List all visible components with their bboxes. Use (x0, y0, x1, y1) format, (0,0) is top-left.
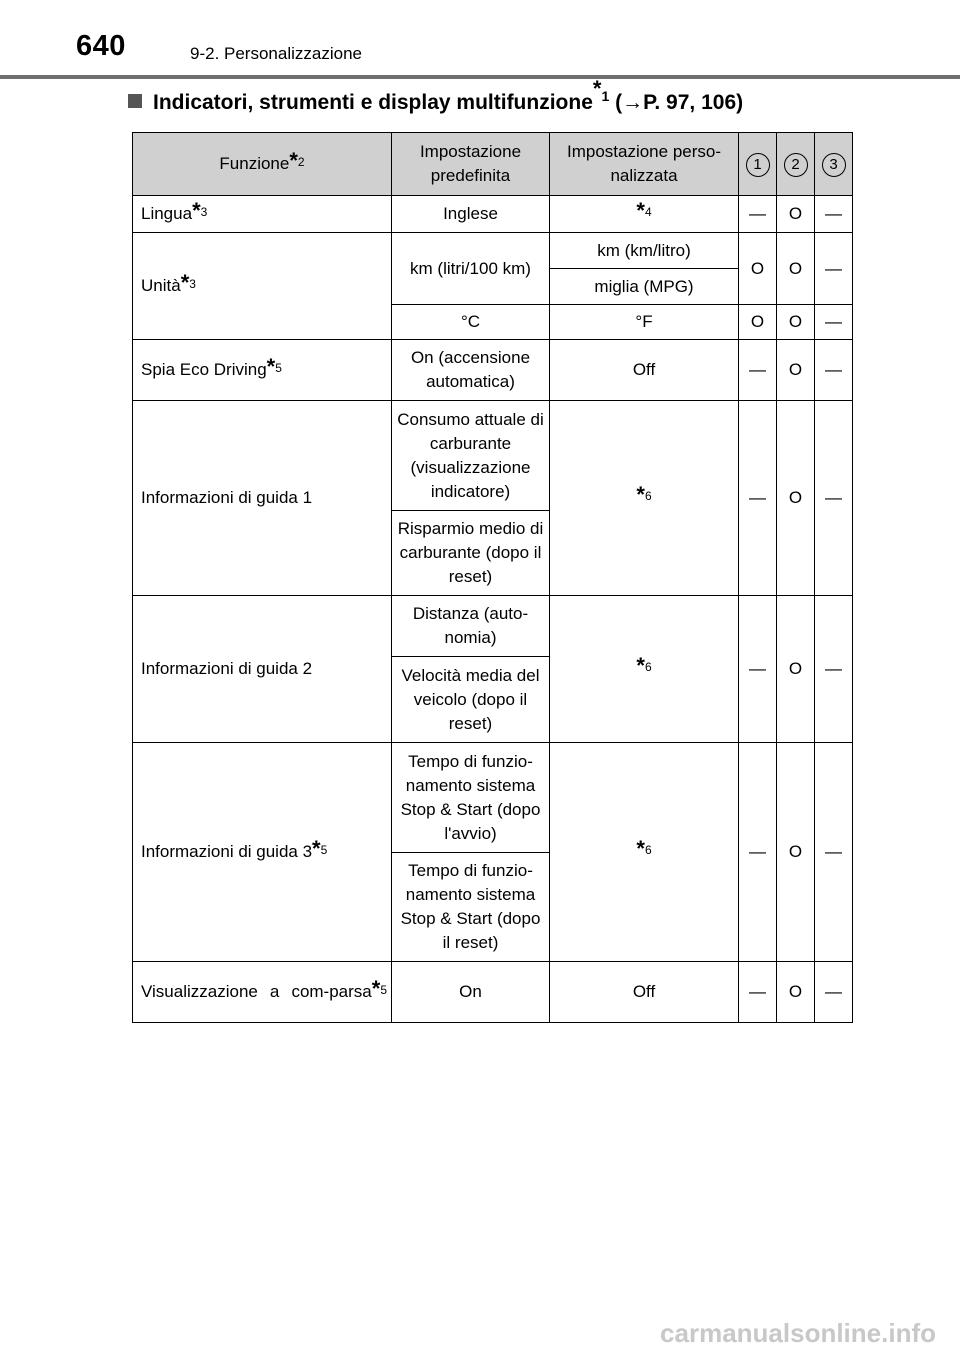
section-reference: (→P. 97, 106) (615, 91, 744, 114)
section-title-note: 1 (601, 88, 610, 104)
asterisk-icon: * (636, 482, 645, 507)
cell-function: Lingua*$^3$ (133, 196, 392, 233)
cell-col-2: O (777, 233, 815, 305)
table-row (133, 340, 853, 401)
header-function: Funzione*$^2$ (133, 133, 392, 196)
cell-default: km (litri/100 km) (392, 233, 550, 305)
cell-col-1: — (739, 401, 777, 596)
circled-number-icon: 2 (784, 153, 808, 177)
cell-custom: °F (550, 305, 739, 340)
cell-function: Visualizzazione a com-parsa*$^5$ (133, 962, 392, 1023)
asterisk-icon: * (636, 836, 645, 861)
section-title (128, 76, 744, 115)
cell-function: Informazioni di guida 2 (133, 596, 392, 743)
cell-col-1: — (739, 962, 777, 1023)
cell-default: Velocità media del veicolo (dopo il reset) (392, 657, 550, 743)
cell-col-2: O (777, 196, 815, 233)
cell-default: Inglese (392, 196, 550, 233)
asterisk-icon: * (289, 148, 298, 173)
cell-col-2: O (777, 596, 815, 743)
table-row (133, 401, 853, 511)
cell-custom: *$^6$ (550, 401, 739, 596)
cell-col-2: O (777, 340, 815, 401)
cell-col-3: — (815, 233, 853, 305)
cell-function: Spia Eco Driving*$^5$ (133, 340, 392, 401)
cell-function: Unità*$^3$ (133, 233, 392, 340)
square-bullet-icon (128, 94, 142, 108)
cell-custom: *$^6$ (550, 596, 739, 743)
table-header-row (133, 133, 853, 196)
cell-col-2: O (777, 401, 815, 596)
cell-col-1: — (739, 340, 777, 401)
circled-number-icon: 1 (746, 153, 770, 177)
asterisk-icon: * (371, 976, 381, 1001)
cell-col-1: — (739, 596, 777, 743)
header-col-3 (815, 133, 853, 196)
cell-custom: *$^4$ (550, 196, 739, 233)
cell-default: Tempo di funzio-namento sistema Stop & Start (dopo il reset) (392, 853, 550, 962)
asterisk-icon: * (180, 270, 190, 295)
cell-col-1: — (739, 743, 777, 962)
cell-function: Informazioni di guida 1 (133, 401, 392, 596)
table-row (133, 196, 853, 233)
cell-default: On (accensione automatica) (392, 340, 550, 401)
cell-col-2: O (777, 743, 815, 962)
table-row (133, 962, 853, 1023)
cell-col-1: — (739, 196, 777, 233)
cell-default: Consumo attuale di carburante (visualizzazione indicatore) (392, 401, 550, 511)
cell-default: Risparmio medio di carburante (dopo il reset) (392, 511, 550, 596)
table-row (133, 596, 853, 657)
watermark: carmanualsonline.info (660, 1318, 936, 1348)
cell-col-3: — (815, 962, 853, 1023)
cell-col-3: — (815, 305, 853, 340)
asterisk-icon: * (312, 836, 321, 861)
settings-table (132, 132, 853, 1023)
header-default: Impostazione predefinita (392, 133, 550, 196)
cell-col-2: O (777, 962, 815, 1023)
asterisk-icon: * (592, 76, 602, 101)
section-title-text: Indicatori, strumenti e display multifunzione (153, 91, 593, 114)
cell-default: Tempo di funzio-namento sistema Stop & Start (dopo l'avvio) (392, 743, 550, 853)
cell-col-3: — (815, 743, 853, 962)
header-col-2 (777, 133, 815, 196)
cell-function: Informazioni di guida 3*$^5$ (133, 743, 392, 962)
header-custom: Impostazione perso-nalizzata (550, 133, 739, 196)
header-divider (0, 75, 960, 79)
cell-col-3: — (815, 596, 853, 743)
cell-default: °C (392, 305, 550, 340)
asterisk-icon: * (192, 198, 201, 223)
cell-col-3: — (815, 401, 853, 596)
asterisk-icon: * (636, 653, 645, 678)
asterisk-icon: * (636, 198, 645, 223)
cell-col-3: — (815, 196, 853, 233)
cell-custom: Off (550, 340, 739, 401)
asterisk-icon: * (266, 354, 276, 379)
cell-custom: km (km/litro) (550, 233, 739, 269)
circled-number-icon: 3 (822, 153, 846, 177)
cell-col-2: O (777, 305, 815, 340)
cell-col-3: — (815, 340, 853, 401)
header-col-1 (739, 133, 777, 196)
chapter-title: 9-2. Personalizzazione (190, 44, 362, 63)
table-row (133, 743, 853, 853)
page-number: 640 (76, 30, 126, 62)
cell-custom: *$^6$ (550, 743, 739, 962)
cell-custom: Off (550, 962, 739, 1023)
cell-custom: miglia (MPG) (550, 269, 739, 305)
cell-col-1: O (739, 305, 777, 340)
cell-col-1: O (739, 233, 777, 305)
cell-default: Distanza (auto-nomia) (392, 596, 550, 657)
cell-default: On (392, 962, 550, 1023)
table-row (133, 233, 853, 269)
